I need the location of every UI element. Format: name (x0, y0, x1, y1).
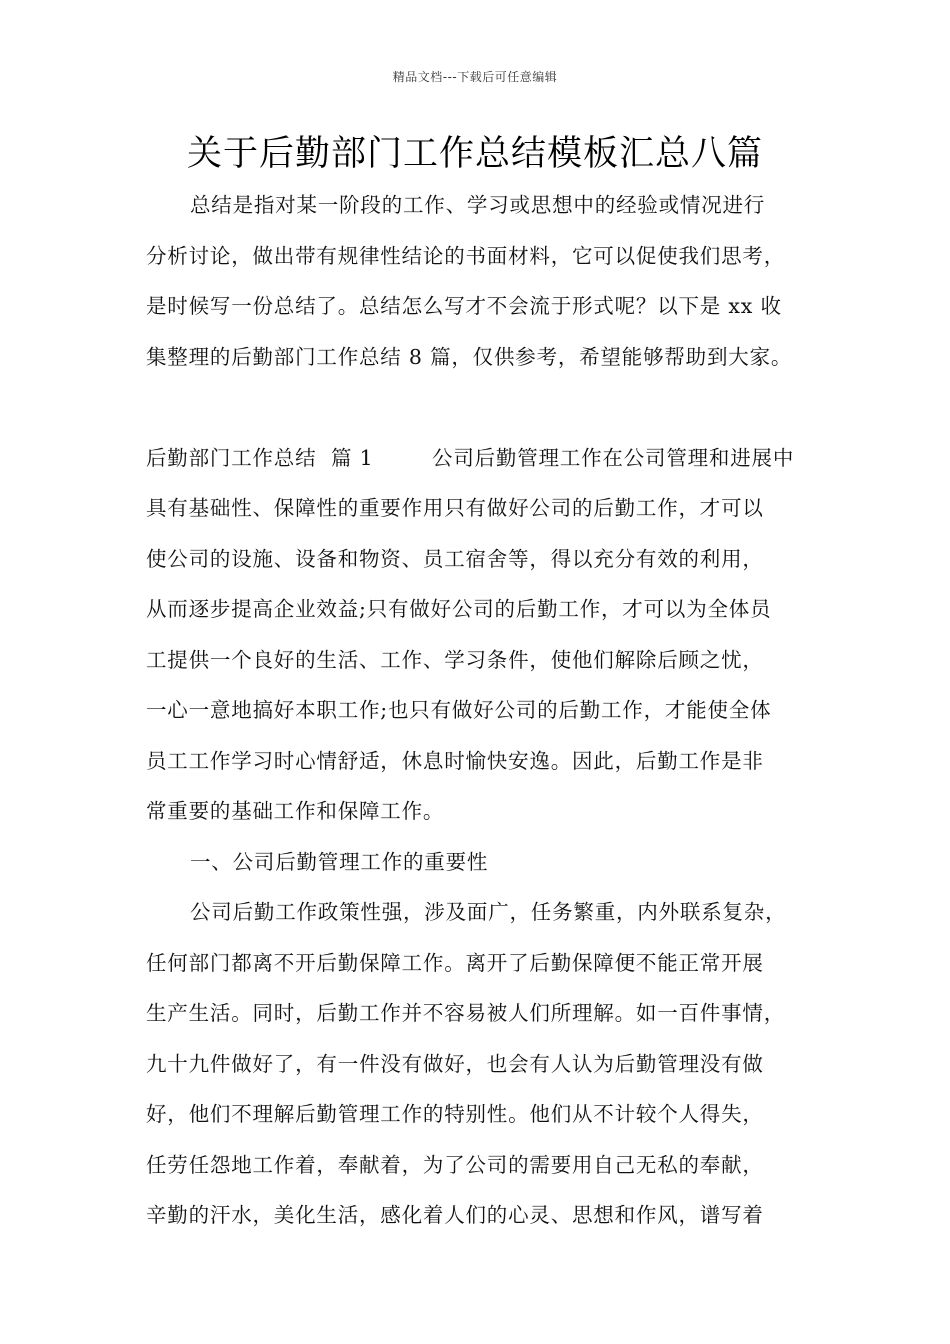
header-note: 精品文档---下载后可任意编辑 (392, 70, 558, 84)
section1-paragraph (146, 433, 826, 837)
intro-paragraph (146, 180, 826, 382)
text-line: 一心一意地搞好本职工作;也只有做好公司的后勤工作，才能使全体 (146, 698, 772, 722)
paragraph-gap (146, 382, 826, 433)
text-line: 总结是指对某一阶段的工作、学习或思想中的经验或情况进行 (190, 193, 766, 217)
para2-paragraph (146, 887, 826, 1241)
section-subheading: 一、公司后勤管理工作的重要性 (190, 849, 489, 874)
text-line: 是时候写一份总结了。总结怎么写才不会流于形式呢？以下是 xx 收 (146, 294, 782, 318)
text-line: 分析讨论，做出带有规律性结论的书面材料，它可以促使我们思考， (146, 243, 785, 268)
text-line: 任劳任怨地工作着，奉献着，为了公司的需要用自己无私的奉献， (146, 1152, 764, 1177)
text-line: 具有基础性、保障性的重要作用只有做好公司的后勤工作，才可以 (146, 496, 764, 520)
text-line: 任何部门都离不开后勤保障工作。离开了后勤保障便不能正常开展 (146, 950, 764, 975)
text-line: 从而逐步提高企业效益;只有做好公司的后勤工作，才可以为全体员 (146, 597, 772, 621)
text-line: 常重要的基础工作和保障工作。 (146, 799, 445, 823)
text-line: 九十九件做好了，有一件没有做好，也会有人认为后勤管理没有做 (146, 1051, 764, 1076)
text-line: 使公司的设施、设备和物资、员工宿舍等，得以充分有效的利用， (146, 546, 764, 571)
text-line: 公司后勤工作政策性强，涉及面广，任务繁重，内外联系复杂， (190, 900, 787, 924)
text-line: 辛勤的汗水，美化生活，感化着人们的心灵、思想和作风，谱写着 (146, 1203, 764, 1227)
text-line: 员工工作学习时心情舒适，休息时愉快安逸。因此，后勤工作是非 (146, 748, 764, 773)
text-line: 好，他们不理解后勤管理工作的特别性。他们从不计较个人得失， (146, 1102, 764, 1126)
page-title: 关于后勤部门工作总结模板汇总八篇 (186, 134, 763, 174)
text-line: 集整理的后勤部门工作总结 8 篇，仅供参考，希望能够帮助到大家。 (146, 344, 793, 369)
document-body (146, 180, 826, 1241)
text-line: 生产生活。同时，后勤工作并不容易被人们所理解。如一百件事情， (146, 1001, 785, 1025)
text-line: 后勤部门工作总结 篇 1 公司后勤管理工作在公司管理和进展中 (146, 445, 795, 470)
text-line: 工提供一个良好的生活、工作、学习条件，使他们解除后顾之忧， (146, 647, 764, 672)
